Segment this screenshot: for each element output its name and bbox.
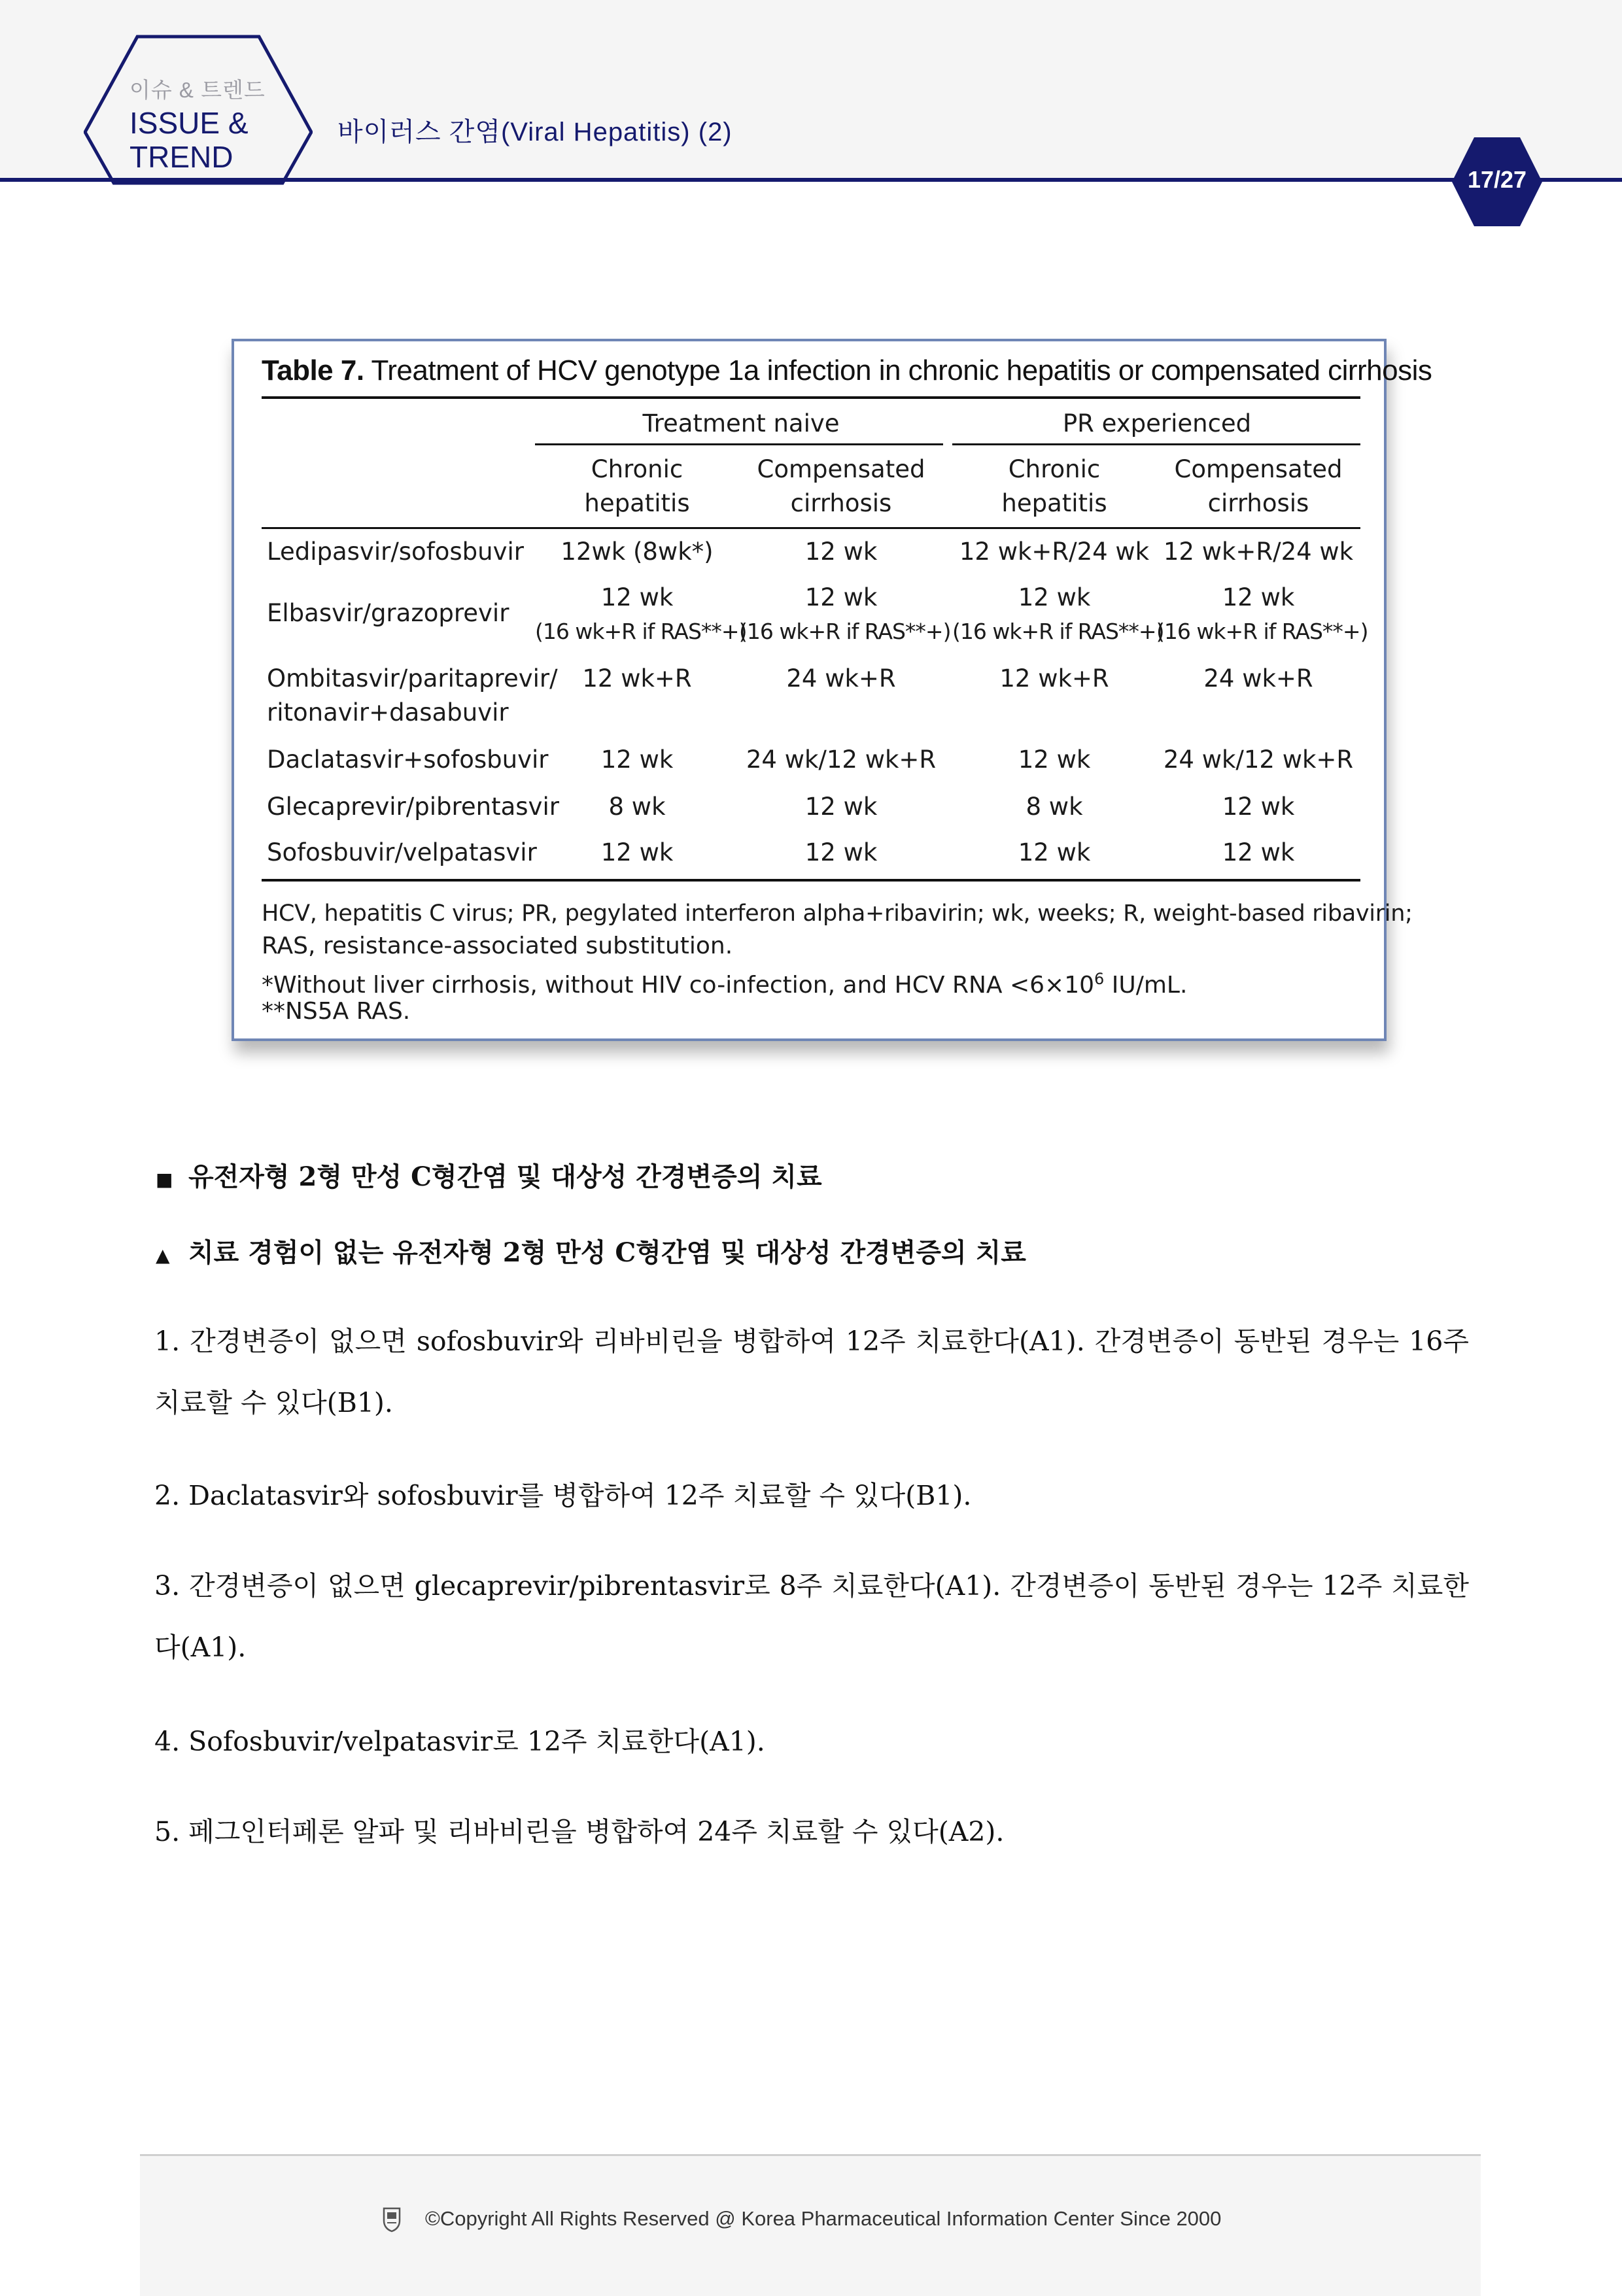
table-cell: 12 wk+R/24 wk bbox=[1163, 538, 1354, 566]
subcol-header-line: Chronic bbox=[1008, 455, 1101, 483]
table-cell: 8 wk bbox=[1026, 793, 1083, 821]
subcol-header-line: cirrhosis bbox=[790, 489, 892, 517]
group-rule-experienced bbox=[952, 443, 1360, 445]
table-cell-line: 12 wk bbox=[1222, 583, 1295, 611]
table-footnote-superscript: 6 bbox=[1094, 970, 1105, 988]
table-cell-line: (16 wk+R if RAS**+) bbox=[739, 619, 951, 644]
table-cell: 24 wk+R bbox=[786, 664, 896, 693]
logo-subtitle: 이슈 & 트렌드 bbox=[129, 78, 266, 102]
recommendation-item: 3. 간경변증이 없으면 glecaprevir/pibrentasvir로 8주 치료한다(A1). 간경변증이 동반된 경우는 12주 치료한다(A1). bbox=[154, 1570, 1469, 1663]
square-bullet-icon: ■ bbox=[156, 1168, 173, 1190]
drug-name-line: ritonavir+dasabuvir bbox=[267, 698, 509, 727]
table-cell bbox=[535, 581, 747, 649]
table-footnote: HCV, hepatitis C virus; PR, pegylated interferon alpha+ribavirin; wk, weeks; R, weight-based ribavirin; bbox=[262, 900, 1413, 927]
table-cell-line: 12 wk bbox=[804, 583, 878, 611]
table-cell: 12 wk+R bbox=[999, 664, 1109, 693]
emblem-icon bbox=[382, 2206, 402, 2233]
drug-name: Ledipasvir/sofosbuvir bbox=[267, 538, 524, 566]
table-footnote: **NS5A RAS. bbox=[262, 998, 411, 1025]
subcol-header-line: hepatitis bbox=[1001, 489, 1107, 517]
drug-name: Sofosbuvir/velpatasvir bbox=[267, 838, 537, 866]
table-cell: 12 wk+R bbox=[582, 664, 692, 693]
table-cell: 8 wk bbox=[608, 793, 666, 821]
table-cell-line: (16 wk+R if RAS**+) bbox=[535, 619, 747, 644]
table-cell: 24 wk+R bbox=[1203, 664, 1313, 693]
subcol-header-line: Compensated bbox=[757, 455, 925, 483]
drug-name: Elbasvir/grazoprevir bbox=[267, 599, 509, 627]
subcol-header bbox=[952, 453, 1156, 521]
table-figure bbox=[232, 339, 1432, 1041]
subcol-header-line: Compensated bbox=[1174, 455, 1343, 483]
table-cell: 24 wk/12 wk+R bbox=[746, 745, 937, 774]
drug-name: Glecaprevir/pibrentasvir bbox=[267, 793, 559, 821]
table-caption-label: Table 7. bbox=[262, 354, 364, 386]
table-cell: 12 wk bbox=[804, 538, 878, 566]
table-caption bbox=[262, 354, 1432, 387]
table-cell: 12 wk bbox=[600, 838, 674, 866]
recommendation-item: 2. Daclatasvir와 sofosbuvir를 병합하여 12주 치료할 수 있다(B1). bbox=[154, 1480, 972, 1511]
subcol-header-line: hepatitis bbox=[584, 489, 690, 517]
table-cell: 12 wk+R/24 wk bbox=[959, 538, 1150, 566]
table-cell: 12 wk bbox=[1018, 745, 1091, 774]
table-cell: 12 wk bbox=[804, 793, 878, 821]
subsection-heading-text: 치료 경험이 없는 유전자형 2형 만성 C형간염 및 대상성 간경변증의 치료 bbox=[188, 1237, 1026, 1268]
section-heading-text: 유전자형 2형 만성 C형간염 및 대상성 간경변증의 치료 bbox=[188, 1161, 822, 1192]
table-footnote-text: *Without liver cirrhosis, without HIV co-infection, and HCV RNA <6×10 bbox=[262, 972, 1095, 999]
logo-title-line-2: TREND bbox=[129, 140, 233, 174]
table-bottom-rule bbox=[262, 879, 1360, 882]
table-cell: 12 wk bbox=[600, 745, 674, 774]
table-cell-line: (16 wk+R if RAS**+) bbox=[952, 619, 1164, 644]
drug-name bbox=[267, 662, 558, 730]
subcol-header bbox=[535, 453, 739, 521]
drug-name-line: Ombitasvir/paritaprevir/ bbox=[267, 664, 558, 693]
table-cell-line: 12 wk bbox=[600, 583, 674, 611]
recommendation-item: 5. 페그인터페론 알파 및 리바비린을 병합하여 24주 치료할 수 있다(A2). bbox=[154, 1816, 1005, 1847]
subsection-heading bbox=[156, 1232, 1026, 1269]
table-cell: 12 wk bbox=[1018, 838, 1091, 866]
table-cell bbox=[952, 581, 1164, 649]
header-bottom-rule bbox=[262, 527, 1360, 529]
subcol-header-line: Chronic bbox=[591, 455, 683, 483]
triangle-bullet-icon: ▲ bbox=[156, 1244, 170, 1266]
group-header-treatment-naive: Treatment naive bbox=[642, 409, 840, 437]
table-cell bbox=[739, 581, 951, 649]
table-top-rule bbox=[262, 396, 1360, 399]
copyright-text: ©Copyright All Rights Reserved @ Korea Pharmaceutical Information Center Since 2000 bbox=[425, 2207, 1222, 2230]
table-cell: 12 wk bbox=[1222, 793, 1295, 821]
page-number: 17/27 bbox=[1467, 166, 1527, 193]
subcol-header-line: cirrhosis bbox=[1207, 489, 1309, 517]
document-title: 바이러스 간염(Viral Hepatitis) (2) bbox=[337, 118, 733, 146]
logo-title-line-1: ISSUE & bbox=[129, 106, 249, 140]
drug-name: Daclatasvir+sofosbuvir bbox=[267, 745, 549, 774]
subcol-header bbox=[1156, 453, 1360, 521]
group-rule-naive bbox=[535, 443, 943, 445]
subcol-header bbox=[739, 453, 943, 521]
table-cell bbox=[1156, 581, 1368, 649]
group-header-pr-experienced: PR experienced bbox=[1062, 409, 1252, 437]
table-cell-line: 12 wk bbox=[1018, 583, 1091, 611]
section-heading bbox=[156, 1156, 822, 1193]
table-footnote: RAS, resistance-associated substitution. bbox=[262, 933, 733, 959]
table-caption-text: Treatment of HCV genotype 1a infection in chronic hepatitis or compensated cirrhosis bbox=[371, 354, 1432, 386]
table-cell: 12 wk bbox=[1222, 838, 1295, 866]
logo-title bbox=[129, 106, 249, 174]
recommendation-item: 4. Sofosbuvir/velpatasvir로 12주 치료한다(A1). bbox=[154, 1726, 765, 1757]
table-cell: 12 wk bbox=[804, 838, 878, 866]
recommendation-item: 1. 간경변증이 없으면 sofosbuvir와 리바비린을 병합하여 12주 치료한다(A1). 간경변증이 동반된 경우는 16주 치료할 수 있다(B1). bbox=[154, 1326, 1469, 1418]
table-cell: 24 wk/12 wk+R bbox=[1163, 745, 1354, 774]
table-cell: 12wk (8wk*) bbox=[561, 538, 714, 566]
table-cell-line: (16 wk+R if RAS**+) bbox=[1156, 619, 1368, 644]
table-footnote-tail: IU/mL. bbox=[1104, 972, 1188, 999]
